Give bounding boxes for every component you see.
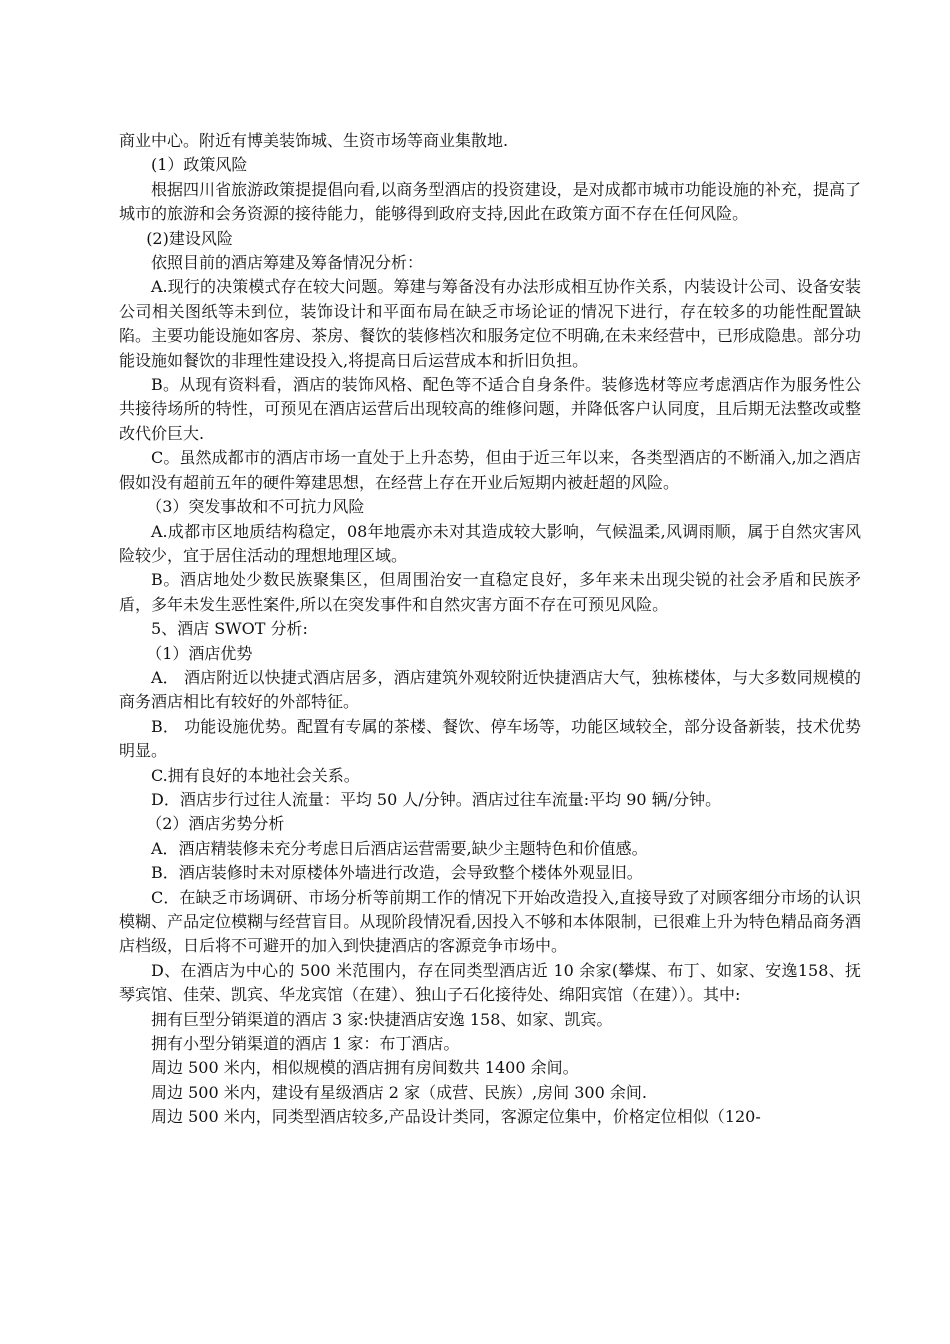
paragraph-accident-a: A.成都市区地质结构稳定，08年地震亦未对其造成较大影响，气候温柔,风调雨顺，属于自然灾害风险较少，宜于居住活动的理想地理区域。 <box>119 521 861 565</box>
paragraph-weakness-a: A．酒店精装修未充分考虑日后酒店运营需要,缺少主题特色和价值感。 <box>151 838 648 858</box>
document-body <box>119 129 861 1130</box>
paragraph-construction-b: B。从现有资料看，酒店的装饰风格、配色等不适合自身条件。装修选材等应考虑酒店作为服务性公共接待场所的特性，可预见在酒店运营后出现较高的维修问题，并降低客户认同度，且后期无法整改或整改代价巨大. <box>119 375 861 443</box>
heading-weaknesses: （2）酒店劣势分析 <box>146 814 285 834</box>
paragraph-similar-hotels: 周边 500 米内，同类型酒店较多,产品设计类同，客源定位集中，价格定位相似（120- <box>151 1107 761 1127</box>
paragraph-large-channel: 拥有巨型分销渠道的酒店 3 家:快捷酒店安逸 158、如家、凯宾。 <box>151 1009 613 1029</box>
heading-strengths: （1）酒店优势 <box>146 643 253 663</box>
paragraph-weakness-d: D、在酒店为中心的 500 米范围内，存在同类型酒店近 10 余家(攀煤、布丁、如家、安逸158、抚琴宾馆、佳荣、凯宾、华龙宾馆（在建）、独山子石化接待处、绵阳宾馆（在建））。其中: <box>119 960 861 1005</box>
paragraph-construction-a: A.现行的决策模式存在较大问题。筹建与筹备没有办法形成相互协作关系，内装设计公司、设备安装公司相关图纸等未到位，装饰设计和平面布局在缺乏市场论证的情况下进行，存在较多的功能性配置缺陷。主要功能设施如客房、茶房、餐饮的装修档次和服务定位不明确,在未来经营中，已形成隐患。部分功能设施如餐饮的非理性建设投入,将提高日后运营成本和折旧负担。 <box>119 277 861 370</box>
heading-accident-risk: （3）突发事故和不可抗力风险 <box>146 497 365 517</box>
paragraph-business-center: 商业中心。附近有博美装饰城、生资市场等商业集散地. <box>119 131 509 150</box>
paragraph-room-count: 周边 500 米内，相似规模的酒店拥有房间数共 1400 余间。 <box>151 1058 579 1078</box>
paragraph-construction-intro: 依照目前的酒店筹建及筹备情况分析： <box>151 253 424 273</box>
paragraph-strength-a: A． 酒店附近以快捷式酒店居多，酒店建筑外观较附近快捷酒店大气，独栋楼体，与大多数同规模的商务酒店相比有较好的外部特征。 <box>119 667 861 712</box>
paragraph-construction-c: C。虽然成都市的酒店市场一直处于上升态势，但由于近三年以来，各类型酒店的不断涌入,加之酒店假如没有超前五年的硬件筹建思想，在经营上存在开业后短期内被赶超的风险。 <box>119 448 861 492</box>
paragraph-strength-d: D．酒店步行过往人流量：平均 50 人/分钟。酒店过往车流量:平均 90 辆/分钟。 <box>151 789 722 809</box>
paragraph-small-channel: 拥有小型分销渠道的酒店 1 家：布丁酒店。 <box>151 1034 460 1054</box>
paragraph-policy-risk: 根据四川省旅游政策提提倡向看,以商务型酒店的投资建设，是对成都市城市功能设施的补充，提高了城市的旅游和会务资源的接待能力，能够得到政府支持,因此在政策方面不存在任何风险。 <box>119 179 861 224</box>
paragraph-weakness-b: B．酒店装修时未对原楼体外墙进行改造，会导致整个楼体外观显旧。 <box>151 863 643 883</box>
paragraph-accident-b: B。酒店地处少数民族聚集区，但周围治安一直稳定良好，多年来未出现尖锐的社会矛盾和民族矛盾，多年未发生恶性案件,所以在突发事件和自然灾害方面不存在可预见风险。 <box>119 570 861 614</box>
paragraph-star-hotels: 周边 500 米内，建设有星级酒店 2 家（成营、民族）,房间 300 余间. <box>151 1082 647 1102</box>
paragraph-strength-c: C.拥有良好的本地社会关系。 <box>151 765 360 785</box>
heading-construction-risk: (2)建设风险 <box>146 228 233 248</box>
paragraph-strength-b: B． 功能设施优势。配置有专属的茶楼、餐饮、停车场等，功能区域较全，部分设备新装，技术优势明显。 <box>119 716 861 761</box>
paragraph-weakness-c: C．在缺乏市场调研、市场分析等前期工作的情况下开始改造投入,直接导致了对顾客细分市场的认识模糊、产品定位模糊与经营盲目。从现阶段情况看,因投入不够和本体限制，已很难上升为特色精品商务酒店档级，日后将不可避开的加入到快捷酒店的客源竞争市场中。 <box>119 887 861 956</box>
heading-swot: 5、酒店 SWOT 分析: <box>151 619 308 639</box>
heading-policy-risk: (1）政策风险 <box>151 155 248 175</box>
